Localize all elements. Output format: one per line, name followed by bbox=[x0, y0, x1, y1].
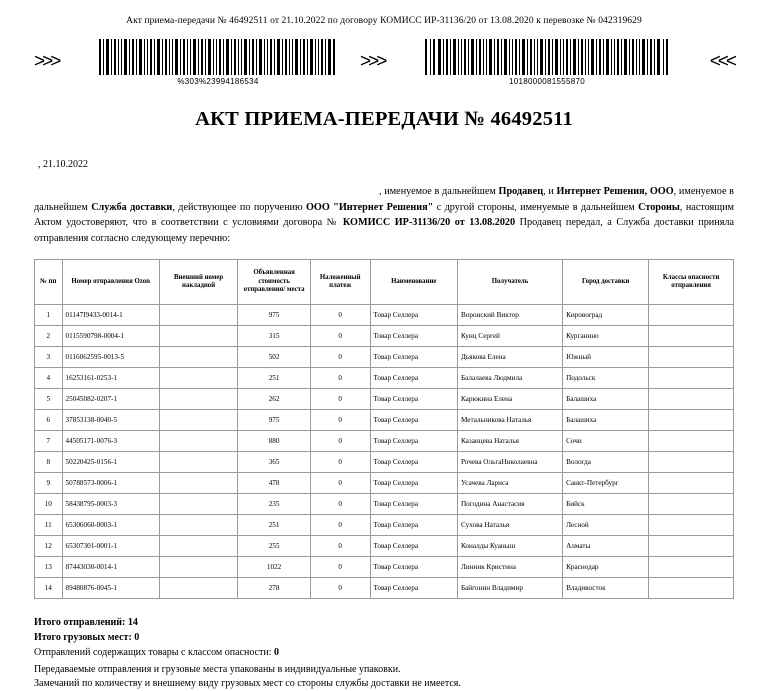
cell-city: Южный bbox=[563, 347, 649, 368]
total-places-row bbox=[34, 630, 734, 645]
preamble-part-4: с другой стороны, именуемые в дальнейшем bbox=[433, 201, 639, 213]
document-preamble bbox=[34, 184, 734, 246]
term-parties: Стороны bbox=[638, 201, 680, 213]
barcode-right-caption: 1018000081555870 bbox=[509, 76, 585, 86]
total-shipments-row bbox=[34, 615, 734, 630]
column-header-value: Объявленная стоимость отправления/ места bbox=[238, 260, 310, 305]
table-row bbox=[35, 557, 734, 578]
cell-city: Вологда bbox=[563, 452, 649, 473]
cell-city: Кировоград bbox=[563, 305, 649, 326]
cell-danger bbox=[649, 410, 734, 431]
table-header bbox=[35, 260, 734, 305]
cell-ozon-id: 65306060-0003-1 bbox=[62, 515, 159, 536]
barcode-left-image bbox=[99, 39, 337, 75]
cell-external bbox=[159, 347, 238, 368]
table-header-row bbox=[35, 260, 734, 305]
cell-value: 235 bbox=[238, 494, 310, 515]
cell-danger bbox=[649, 452, 734, 473]
table-row bbox=[35, 410, 734, 431]
cell-city: Лесной bbox=[563, 515, 649, 536]
cell-city: Курганино bbox=[563, 326, 649, 347]
cell-city: Краснодар bbox=[563, 557, 649, 578]
total-danger-label: Отправлений содержащих товары с классом опасности: bbox=[34, 647, 272, 658]
cell-city: Подольск bbox=[563, 368, 649, 389]
cell-name: Товар Селлера bbox=[370, 410, 457, 431]
cell-external bbox=[159, 494, 238, 515]
cell-danger bbox=[649, 494, 734, 515]
document-date: , 21.10.2022 bbox=[38, 159, 88, 170]
cell-danger bbox=[649, 389, 734, 410]
cell-index: 9 bbox=[35, 473, 63, 494]
table-row bbox=[35, 494, 734, 515]
cell-value: 255 bbox=[238, 536, 310, 557]
cell-index: 12 bbox=[35, 536, 63, 557]
cell-city: Санкт-Петербург bbox=[563, 473, 649, 494]
cell-city: Балашиха bbox=[563, 410, 649, 431]
cell-ozon-id: 0115590798-0004-1 bbox=[62, 326, 159, 347]
cell-index: 7 bbox=[35, 431, 63, 452]
cell-index: 1 bbox=[35, 305, 63, 326]
cell-name: Товар Селлера bbox=[370, 326, 457, 347]
table-row bbox=[35, 452, 734, 473]
table-row bbox=[35, 473, 734, 494]
cell-danger bbox=[649, 305, 734, 326]
cell-cod: 0 bbox=[310, 368, 370, 389]
chevron-left-decoration: >>> bbox=[34, 51, 59, 72]
cell-name: Товар Селлера bbox=[370, 473, 457, 494]
cell-name: Товар Селлера bbox=[370, 431, 457, 452]
preamble-part-2: , именуемое в дальнейшем bbox=[34, 186, 734, 213]
column-header-external: Внешний номер накладной bbox=[159, 260, 238, 305]
cell-value: 502 bbox=[238, 347, 310, 368]
term-principal: ООО "Интернет Решения" bbox=[306, 201, 434, 213]
column-header-recipient: Получатель bbox=[457, 260, 562, 305]
cell-external bbox=[159, 410, 238, 431]
cell-cod: 0 bbox=[310, 389, 370, 410]
barcode-right bbox=[425, 39, 669, 86]
shipments-table bbox=[34, 259, 734, 599]
preamble-part-6: Продавец передал, а Служба доставки приняла отправления согласно следующему перечню: bbox=[34, 217, 734, 244]
term-delivery-service: Служба доставки bbox=[91, 201, 173, 213]
cell-name: Товар Селлера bbox=[370, 452, 457, 473]
cell-danger bbox=[649, 515, 734, 536]
cell-index: 6 bbox=[35, 410, 63, 431]
cell-name: Товар Селлера bbox=[370, 368, 457, 389]
total-shipments-value: 14 bbox=[127, 617, 138, 628]
cell-name: Товар Селлера bbox=[370, 389, 457, 410]
cell-recipient: Линник Кристина bbox=[457, 557, 562, 578]
cell-external bbox=[159, 368, 238, 389]
cell-index: 11 bbox=[35, 515, 63, 536]
cell-name: Товар Селлера bbox=[370, 494, 457, 515]
cell-value: 251 bbox=[238, 368, 310, 389]
cell-recipient: Байгонин Владимир bbox=[457, 578, 562, 599]
preamble-and: , и bbox=[543, 186, 557, 197]
cell-cod: 0 bbox=[310, 494, 370, 515]
cell-value: 315 bbox=[238, 326, 310, 347]
total-shipments-label: Итого отправлений: bbox=[34, 617, 126, 628]
cell-name: Товар Селлера bbox=[370, 305, 457, 326]
cell-name: Товар Селлера bbox=[370, 515, 457, 536]
cell-external bbox=[159, 473, 238, 494]
cell-city: Алматы bbox=[563, 536, 649, 557]
cell-danger bbox=[649, 473, 734, 494]
cell-value: 975 bbox=[238, 305, 310, 326]
cell-external bbox=[159, 452, 238, 473]
cell-name: Товар Селлера bbox=[370, 347, 457, 368]
cell-cod: 0 bbox=[310, 347, 370, 368]
cell-value: 478 bbox=[238, 473, 310, 494]
cell-index: 13 bbox=[35, 557, 63, 578]
note-no-claims: Замечаний по количеству и внешнему виду грузовых мест со стороны службы доставки не имеется. bbox=[34, 678, 461, 689]
cell-recipient: Кунц Сергей bbox=[457, 326, 562, 347]
column-header-name: Наименование bbox=[370, 260, 457, 305]
cell-ozon-id: 44505171-0076-3 bbox=[62, 431, 159, 452]
term-contract: КОМИСС ИР-31136/20 от 13.08.2020 bbox=[342, 217, 516, 228]
cell-ozon-id: 65307301-0001-1 bbox=[62, 536, 159, 557]
cell-recipient: Казанцева Наталья bbox=[457, 431, 562, 452]
cell-danger bbox=[649, 536, 734, 557]
cell-recipient: Метальникова Наталья bbox=[457, 410, 562, 431]
cell-index: 14 bbox=[35, 578, 63, 599]
table-row bbox=[35, 515, 734, 536]
term-seller: Продавец bbox=[498, 186, 544, 197]
table-row bbox=[35, 578, 734, 599]
cell-danger bbox=[649, 557, 734, 578]
cell-value: 880 bbox=[238, 431, 310, 452]
column-header-danger: Классы опасности отправления bbox=[649, 260, 734, 305]
cell-external bbox=[159, 578, 238, 599]
redacted-block bbox=[34, 187, 379, 196]
totals-block bbox=[34, 615, 734, 660]
table-row bbox=[35, 536, 734, 557]
cell-recipient: Усачева Лариса bbox=[457, 473, 562, 494]
cell-cod: 0 bbox=[310, 515, 370, 536]
cell-ozon-id: 87443030-0014-1 bbox=[62, 557, 159, 578]
cell-ozon-id: 16253161-0253-1 bbox=[62, 368, 159, 389]
cell-danger bbox=[649, 368, 734, 389]
cell-cod: 0 bbox=[310, 578, 370, 599]
cell-cod: 0 bbox=[310, 557, 370, 578]
total-danger-value: 0 bbox=[274, 647, 280, 658]
cell-external bbox=[159, 557, 238, 578]
document-header-line: Акт приема-передачи № 46492511 от 21.10.2022 по договору КОМИСС ИР-31136/20 от 13.08.2020 к перевозке № 042319629 bbox=[126, 16, 642, 26]
cell-city: Балашиха bbox=[563, 389, 649, 410]
cell-external bbox=[159, 326, 238, 347]
term-company: Интернет Решения, ООО bbox=[556, 186, 674, 197]
cell-ozon-id: 58438795-0003-3 bbox=[62, 494, 159, 515]
chevron-right-decoration: <<< bbox=[709, 51, 734, 72]
barcode-left bbox=[99, 39, 337, 86]
column-header-cod: Наложенный платеж bbox=[310, 260, 370, 305]
cell-recipient: Карюкина Елена bbox=[457, 389, 562, 410]
cell-recipient: Сухова Наталья bbox=[457, 515, 562, 536]
cell-recipient: Дьякова Елена bbox=[457, 347, 562, 368]
cell-value: 365 bbox=[238, 452, 310, 473]
cell-recipient: Коналды Куаныш bbox=[457, 536, 562, 557]
cell-external bbox=[159, 389, 238, 410]
preamble-part-5: , настоящим Актом удостоверяют, что в соответствии с условиями договора № bbox=[34, 201, 734, 228]
cell-cod: 0 bbox=[310, 452, 370, 473]
cell-index: 8 bbox=[35, 452, 63, 473]
cell-cod: 0 bbox=[310, 326, 370, 347]
preamble-part-3: , действующее по поручению bbox=[172, 201, 306, 213]
table-row bbox=[35, 305, 734, 326]
cell-external bbox=[159, 515, 238, 536]
cell-external bbox=[159, 305, 238, 326]
cell-city: Сочи bbox=[563, 431, 649, 452]
cell-cod: 0 bbox=[310, 410, 370, 431]
table-body bbox=[35, 305, 734, 599]
table-row bbox=[35, 347, 734, 368]
cell-name: Товар Селлера bbox=[370, 557, 457, 578]
column-header-index: № пп bbox=[35, 260, 63, 305]
table-row bbox=[35, 431, 734, 452]
cell-index: 3 bbox=[35, 347, 63, 368]
cell-city: Владивосток bbox=[563, 578, 649, 599]
note-packaging: Передаваемые отправления и грузовые места упакованы в индивидуальные упаковки. bbox=[34, 664, 401, 675]
cell-ozon-id: 37853138-0040-5 bbox=[62, 410, 159, 431]
cell-cod: 0 bbox=[310, 431, 370, 452]
cell-ozon-id: 50220425-0156-1 bbox=[62, 452, 159, 473]
cell-cod: 0 bbox=[310, 473, 370, 494]
cell-value: 251 bbox=[238, 515, 310, 536]
cell-name: Товар Селлера bbox=[370, 578, 457, 599]
cell-value: 262 bbox=[238, 389, 310, 410]
cell-cod: 0 bbox=[310, 305, 370, 326]
cell-danger bbox=[649, 431, 734, 452]
cell-city: Бийск bbox=[563, 494, 649, 515]
cell-cod: 0 bbox=[310, 536, 370, 557]
cell-ozon-id: 0116062595-0013-5 bbox=[62, 347, 159, 368]
notes-block bbox=[34, 663, 734, 691]
table-row bbox=[35, 389, 734, 410]
cell-index: 10 bbox=[35, 494, 63, 515]
barcode-right-image bbox=[425, 39, 669, 75]
cell-external bbox=[159, 536, 238, 557]
cell-ozon-id: 01147I9433-0014-1 bbox=[62, 305, 159, 326]
cell-recipient: Погодина Анастасия bbox=[457, 494, 562, 515]
total-danger-row bbox=[34, 645, 734, 660]
cell-recipient: Балалаева Людмила bbox=[457, 368, 562, 389]
table-row bbox=[35, 368, 734, 389]
cell-ozon-id: 50788573-0006-1 bbox=[62, 473, 159, 494]
cell-danger bbox=[649, 347, 734, 368]
cell-index: 5 bbox=[35, 389, 63, 410]
barcode-left-caption: %303%23994186534 bbox=[177, 76, 259, 86]
cell-index: 4 bbox=[35, 368, 63, 389]
page-title: АКТ ПРИЕМА-ПЕРЕДАЧИ № 46492511 bbox=[195, 108, 573, 130]
cell-value: 975 bbox=[238, 410, 310, 431]
chevron-middle-decoration: >>> bbox=[360, 51, 385, 72]
cell-ozon-id: 89480876-0045-1 bbox=[62, 578, 159, 599]
column-header-ozon-id: Номер отправления Ozon bbox=[62, 260, 159, 305]
preamble-part-1: , именуемое в дальнейшем bbox=[379, 186, 499, 197]
cell-name: Товар Селлера bbox=[370, 536, 457, 557]
cell-recipient: Рочева ОльгаНиколаевна bbox=[457, 452, 562, 473]
cell-value: 278 bbox=[238, 578, 310, 599]
cell-external bbox=[159, 431, 238, 452]
total-places-label: Итого грузовых мест: bbox=[34, 632, 132, 643]
cell-index: 2 bbox=[35, 326, 63, 347]
column-header-city: Город доставки bbox=[563, 260, 649, 305]
cell-danger bbox=[649, 326, 734, 347]
cell-value: 1022 bbox=[238, 557, 310, 578]
barcode-row bbox=[34, 38, 734, 86]
table-row bbox=[35, 326, 734, 347]
cell-ozon-id: 25045082-0207-1 bbox=[62, 389, 159, 410]
cell-danger bbox=[649, 578, 734, 599]
cell-recipient: Воронский Виктор bbox=[457, 305, 562, 326]
total-places-value: 0 bbox=[134, 632, 140, 643]
